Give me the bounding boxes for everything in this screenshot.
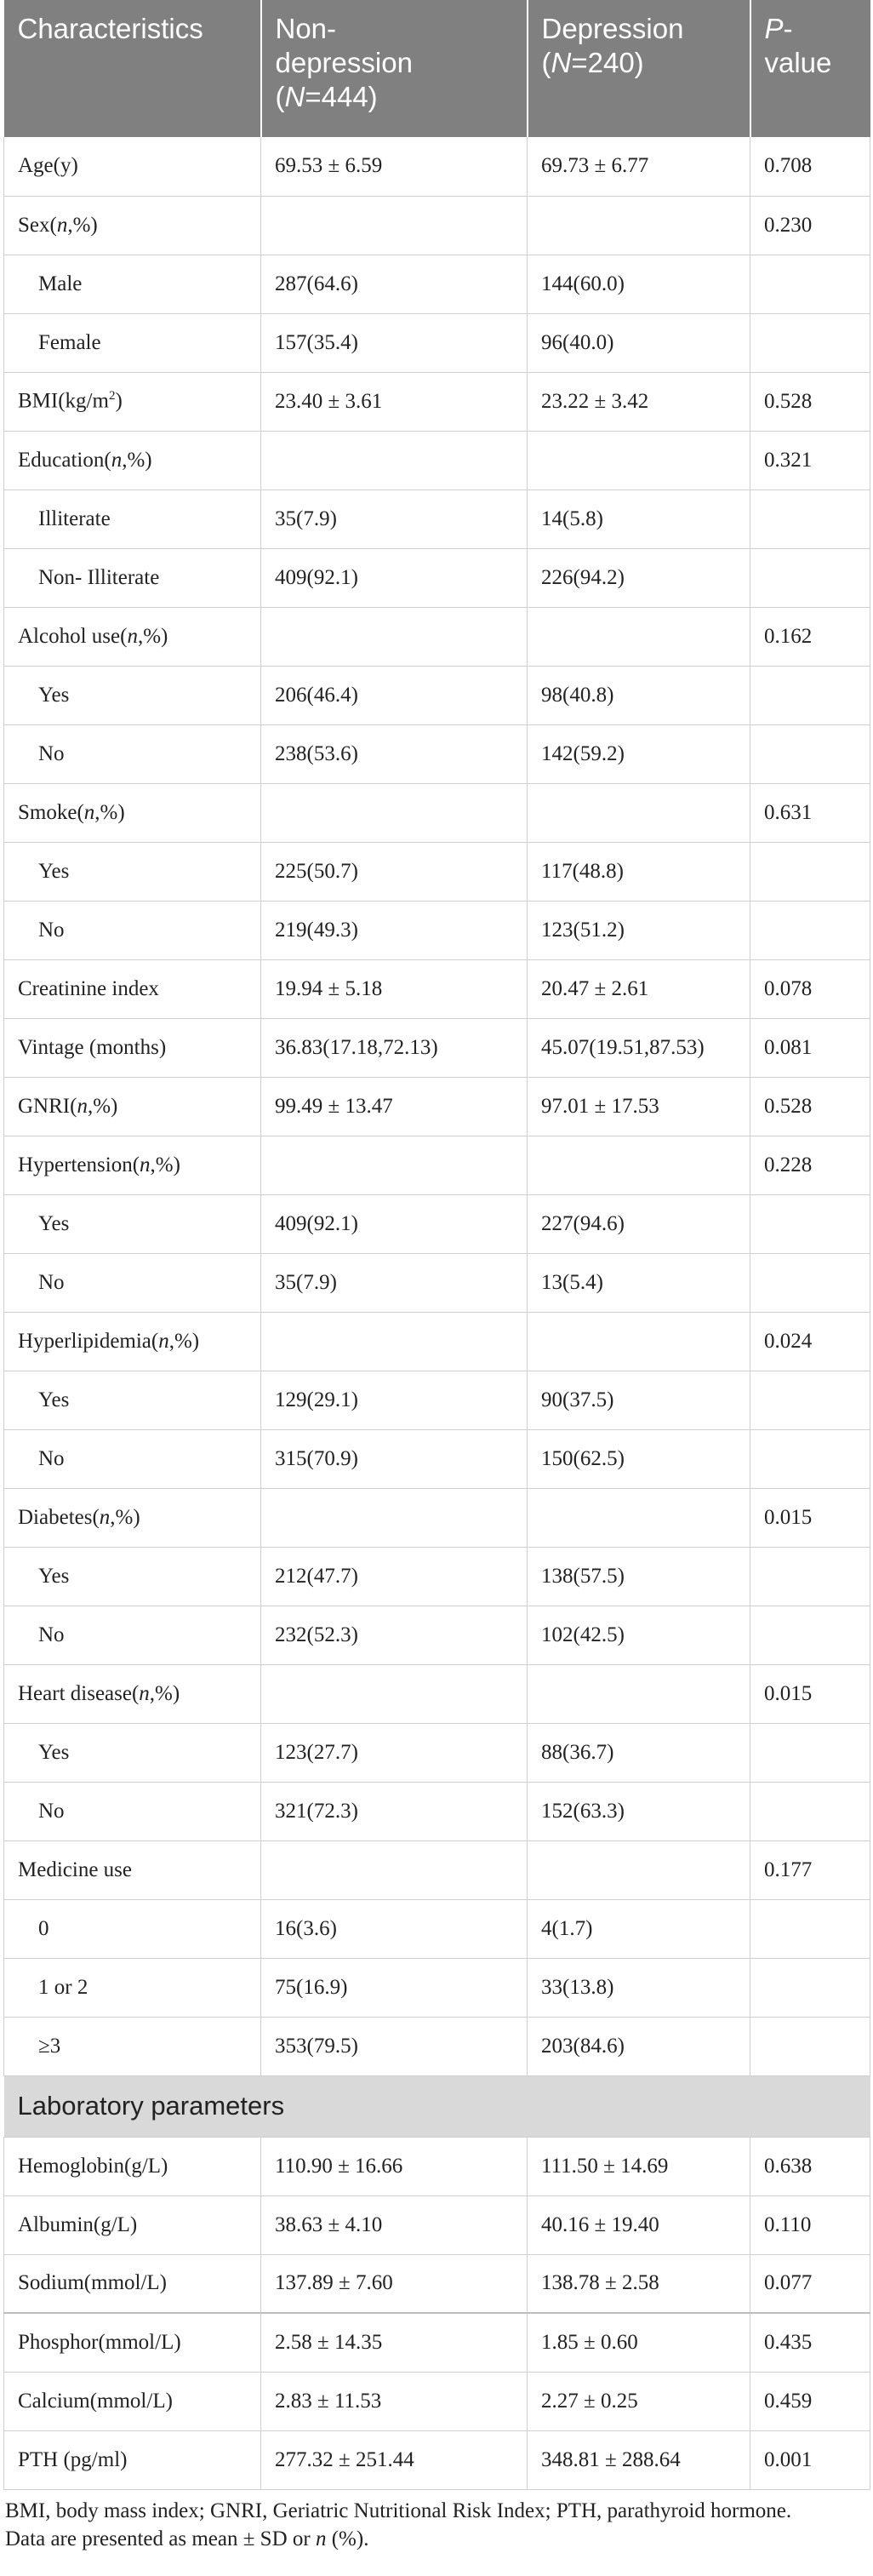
row-label: Phosphor(mmol/L) [4,2313,261,2372]
row-label: Yes [4,1194,261,1253]
p-value [750,255,870,313]
non-depression-value: 36.83(17.18,72.13) [261,1018,528,1077]
p-value [750,1194,870,1253]
table-row [4,607,870,666]
depression-value: 40.16 ± 19.40 [528,2195,750,2254]
depression-value: 138.78 ± 2.58 [528,2254,750,2313]
p-value [750,1547,870,1606]
table-row [4,1664,870,1723]
p-value: 0.078 [750,959,870,1018]
depression-value [528,1840,750,1899]
row-label: Sex(n,%) [4,196,261,255]
non-depression-value: 219(49.3) [261,901,528,959]
p-value: 0.631 [750,783,870,842]
p-value [750,313,870,372]
p-value: 0.177 [750,1840,870,1899]
non-depression-value [261,607,528,666]
row-label: Albumin(g/L) [4,2195,261,2254]
p-value: 0.077 [750,2254,870,2313]
non-depression-value [261,1136,528,1194]
p-value: 0.015 [750,1488,870,1547]
p-value [750,1782,870,1840]
row-label: Female [4,313,261,372]
table-row [4,137,870,196]
row-label: No [4,1253,261,1312]
table-row [4,1194,870,1253]
non-depression-value [261,431,528,489]
p-value: 0.001 [750,2430,870,2489]
row-label: Smoke(n,%) [4,783,261,842]
depression-value: 69.73 ± 6.77 [528,137,750,196]
depression-value: 88(36.7) [528,1723,750,1782]
non-depression-value: 321(72.3) [261,1782,528,1840]
footnote-abbreviations: BMI, body mass index; GNRI, Geriatric Nutritional Risk Index; PTH, parathyroid hormone. [5,2499,792,2522]
non-depression-value: 19.94 ± 5.18 [261,959,528,1018]
p-value [750,724,870,783]
table-row [4,1488,870,1547]
depression-value: 117(48.8) [528,842,750,901]
table-row [4,313,870,372]
depression-value: 98(40.8) [528,666,750,724]
depression-value: 13(5.4) [528,1253,750,1312]
non-depression-value: 2.58 ± 14.35 [261,2313,528,2372]
non-depression-value: 157(35.4) [261,313,528,372]
table-row [4,1429,870,1488]
row-label: Age(y) [4,137,261,196]
depression-value [528,607,750,666]
non-depression-value: 35(7.9) [261,1253,528,1312]
depression-value: 20.47 ± 2.61 [528,959,750,1018]
table-row [4,1840,870,1899]
p-value: 0.528 [750,1077,870,1136]
non-depression-value: 225(50.7) [261,842,528,901]
table-row [4,1899,870,1958]
p-value: 0.459 [750,2372,870,2430]
depression-value: 142(59.2) [528,724,750,783]
section-header-row [4,2075,870,2137]
depression-value: 123(51.2) [528,901,750,959]
depression-value [528,1488,750,1547]
p-value [750,1606,870,1664]
depression-value: 97.01 ± 17.53 [528,1077,750,1136]
p-value [750,548,870,607]
row-label: Diabetes(n,%) [4,1488,261,1547]
p-value [750,1958,870,2017]
depression-value: 152(63.3) [528,1782,750,1840]
depression-value [528,783,750,842]
table-row [4,548,870,607]
row-label: Yes [4,1371,261,1429]
table-row [4,2017,870,2075]
table-row [4,842,870,901]
depression-value: 138(57.5) [528,1547,750,1606]
non-depression-value: 35(7.9) [261,489,528,548]
depression-value: 90(37.5) [528,1371,750,1429]
row-label: Yes [4,1723,261,1782]
p-value: 0.228 [750,1136,870,1194]
header-characteristics: Characteristics [4,0,261,137]
p-value [750,1899,870,1958]
row-label: Hypertension(n,%) [4,1136,261,1194]
non-depression-value [261,196,528,255]
depression-value [528,431,750,489]
table-row [4,1253,870,1312]
table-row [4,372,870,431]
non-depression-value: 277.32 ± 251.44 [261,2430,528,2489]
non-depression-value: 137.89 ± 7.60 [261,2254,528,2313]
depression-value [528,196,750,255]
row-label: Medicine use [4,1840,261,1899]
table-row [4,724,870,783]
row-label: Hemoglobin(g/L) [4,2137,261,2195]
non-depression-value: 238(53.6) [261,724,528,783]
row-label: 0 [4,1899,261,1958]
table-row [4,2137,870,2195]
row-label: No [4,724,261,783]
table-row [4,1136,870,1194]
table-row [4,1547,870,1606]
p-value: 0.015 [750,1664,870,1723]
p-value: 0.435 [750,2313,870,2372]
table-row [4,255,870,313]
non-depression-value: 75(16.9) [261,1958,528,2017]
p-value: 0.110 [750,2195,870,2254]
p-value [750,1253,870,1312]
table-row [4,1606,870,1664]
depression-value: 102(42.5) [528,1606,750,1664]
depression-value: 23.22 ± 3.42 [528,372,750,431]
non-depression-value [261,1840,528,1899]
depression-value [528,1312,750,1371]
table-footnote [5,2497,864,2553]
header-depression: Depression (N=240) [528,0,750,137]
non-depression-value: 287(64.6) [261,255,528,313]
table-row [4,2195,870,2254]
non-depression-value: 38.63 ± 4.10 [261,2195,528,2254]
table-row [4,1077,870,1136]
row-label: GNRI(n,%) [4,1077,261,1136]
depression-value: 227(94.6) [528,1194,750,1253]
p-value: 0.081 [750,1018,870,1077]
non-depression-value [261,1312,528,1371]
non-depression-value: 409(92.1) [261,548,528,607]
non-depression-value: 2.83 ± 11.53 [261,2372,528,2430]
non-depression-value: 212(47.7) [261,1547,528,1606]
table-row [4,666,870,724]
table-row [4,1312,870,1371]
table-row [4,1371,870,1429]
table-row [4,1723,870,1782]
row-label: Alcohol use(n,%) [4,607,261,666]
non-depression-value: 23.40 ± 3.61 [261,372,528,431]
p-value [750,1723,870,1782]
non-depression-value: 353(79.5) [261,2017,528,2075]
non-depression-value: 315(70.9) [261,1429,528,1488]
table-row [4,1782,870,1840]
table-header-row [4,0,870,137]
row-label: Hyperlipidemia(n,%) [4,1312,261,1371]
p-value: 0.528 [750,372,870,431]
section-title: Laboratory parameters [4,2075,870,2137]
depression-value: 226(94.2) [528,548,750,607]
non-depression-value: 99.49 ± 13.47 [261,1077,528,1136]
p-value: 0.024 [750,1312,870,1371]
depression-value: 203(84.6) [528,2017,750,2075]
row-label: Male [4,255,261,313]
footnote-data-note: Data are presented as mean ± SD or n (%). [5,2527,369,2550]
row-label: ≥3 [4,2017,261,2075]
p-value [750,2017,870,2075]
header-p-value: P- value [750,0,870,137]
table-row [4,431,870,489]
table-row [4,2254,870,2313]
non-depression-value [261,1488,528,1547]
table-row [4,959,870,1018]
row-label: Yes [4,1547,261,1606]
depression-value: 150(62.5) [528,1429,750,1488]
depression-value: 96(40.0) [528,313,750,372]
row-label: Creatinine index [4,959,261,1018]
non-depression-value: 409(92.1) [261,1194,528,1253]
row-label: Heart disease(n,%) [4,1664,261,1723]
row-label: Vintage (months) [4,1018,261,1077]
depression-value: 144(60.0) [528,255,750,313]
row-label: Calcium(mmol/L) [4,2372,261,2430]
non-depression-value [261,1664,528,1723]
table-row [4,1018,870,1077]
p-value: 0.230 [750,196,870,255]
p-value: 0.708 [750,137,870,196]
header-non-depression: Non- depression (N=444) [261,0,528,137]
non-depression-value: 69.53 ± 6.59 [261,137,528,196]
non-depression-value [261,783,528,842]
table-row [4,489,870,548]
p-value [750,489,870,548]
row-label: PTH (pg/ml) [4,2430,261,2489]
non-depression-value: 129(29.1) [261,1371,528,1429]
table-row [4,2372,870,2430]
p-value [750,842,870,901]
p-value [750,666,870,724]
depression-value: 2.27 ± 0.25 [528,2372,750,2430]
table-row [4,2430,870,2489]
row-label: No [4,901,261,959]
row-label: Sodium(mmol/L) [4,2254,261,2313]
p-value: 0.638 [750,2137,870,2195]
depression-value [528,1664,750,1723]
row-label: No [4,1782,261,1840]
table-row [4,2313,870,2372]
depression-value: 348.81 ± 288.64 [528,2430,750,2489]
p-value [750,901,870,959]
row-label: 1 or 2 [4,1958,261,2017]
depression-value: 14(5.8) [528,489,750,548]
depression-value: 33(13.8) [528,1958,750,2017]
row-label: Yes [4,842,261,901]
row-label: Non- Illiterate [4,548,261,607]
p-value: 0.162 [750,607,870,666]
characteristics-table [3,0,870,2490]
non-depression-value: 123(27.7) [261,1723,528,1782]
non-depression-value: 206(46.4) [261,666,528,724]
row-label: Yes [4,666,261,724]
table-row [4,196,870,255]
depression-value [528,1136,750,1194]
non-depression-value: 16(3.6) [261,1899,528,1958]
table-row [4,901,870,959]
non-depression-value: 110.90 ± 16.66 [261,2137,528,2195]
row-label: No [4,1429,261,1488]
depression-value: 1.85 ± 0.60 [528,2313,750,2372]
depression-value: 45.07(19.51,87.53) [528,1018,750,1077]
depression-value: 4(1.7) [528,1899,750,1958]
non-depression-value: 232(52.3) [261,1606,528,1664]
depression-value: 111.50 ± 14.69 [528,2137,750,2195]
row-label: Illiterate [4,489,261,548]
p-value: 0.321 [750,431,870,489]
table-row [4,783,870,842]
row-label: $BMI(kg/m^2)$ [4,372,261,431]
table-row [4,1958,870,2017]
p-value [750,1371,870,1429]
row-label: No [4,1606,261,1664]
p-value [750,1429,870,1488]
row-label: Education(n,%) [4,431,261,489]
